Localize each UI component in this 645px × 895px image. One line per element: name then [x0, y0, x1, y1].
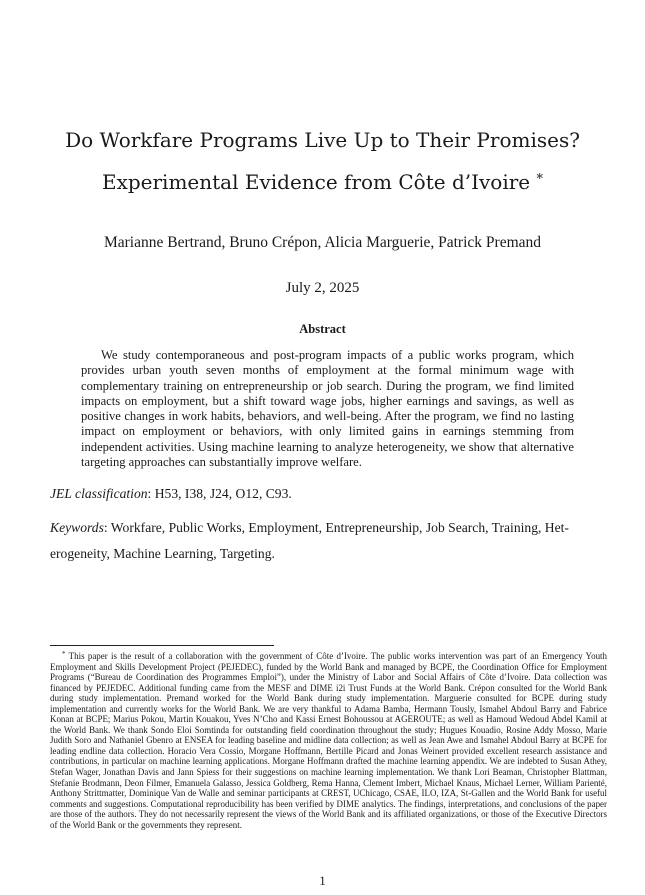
title-footnote-marker[interactable]: * [536, 172, 544, 187]
publication-date: July 2, 2025 [285, 280, 360, 296]
paper-title-line-1 [40, 130, 605, 150]
jel-codes: : H53, I38, J24, O12, C93. [147, 486, 292, 501]
footnote-rule [50, 645, 274, 646]
jel-label: JEL classification [50, 486, 148, 501]
keywords-label: Keywords [50, 520, 104, 535]
abstract-heading: Abstract [299, 322, 346, 336]
abstract-text: We study contemporaneous and post-program impacts of a public works program, which provides urban youth seven months of employment at the formal minimum wage with complementary training on entrepreneurship or job search. During the program, we find limited impacts on employment, but a shift toward wage jobs, higher earnings and savings, as well as positive changes in work habits, behaviors, and well-being. After the program, we find no lasting impact on employment or behaviors, with only limited gains in earnings stemming from independent activities. Using machine learning to analyze heterogeneity, we show that alternative targeting approaches can substantially improve welfare. [81, 348, 574, 470]
author-list: Marianne Bertrand, Bruno Crépon, Alicia Marguerie, Patrick Premand [103, 234, 542, 251]
jel-classification [50, 486, 610, 502]
title-line-1-text: Do Workfare Programs Live Up to Their Promises? [65, 128, 580, 152]
footnote-text: This paper is the result of a collaboration with the government of Côte d’Ivoire. The public works intervention was part of an Emergency Youth Employment and Skills Development Project (PEJEDEC), funded by the World Bank and managed by BCPE, the Coordination Office for Employment Programs (“Bureau de Coordination des Programmes Emploi”), under the Ministry of Labor and Social Affairs of Côte d’Ivoire. Data collection was financed by PEJEDEC. Additional funding came from the MESF and DIME i2i Trust Funds at the World Bank. Crépon consulted for the World Bank during study implementation. Premand worked for the World Bank during study implementation. Marguerie consulted for BCPE during study implementation and currently works for the World Bank. We are very thankful to Adama Bamba, Hermann Tously, Ismahel Abdoul Barry and Fabrice Konan at BCPE; Marius Pokou, Martin Kouakou, Yves N’Cho and Kassi Ernest Bohoussou at AGEROUTE; as well as Hamoud Wedoud Abdel Kamil at the World Bank. We thank Sondo Eloi Somtinda for outstanding field coordination throughout the study; Hugues Kouadio, Rosine Addy Mosso, Marie Judith Soro and Nathaniel Gbenro at ENSEA for leading baseline and midline data collection; as well as Jean Awe and Ismahel Abdoul Barry at BCPE for leading endline data collection. Horacio Vera Cossio, Morgane Hoffmann, Bertille Picard and Jonas Weinert provided excellent research assistance and contributions, in particular on machine learning applications. Morgane Hoffmann drafted the machine learning appendix. We are indebted to Susan Athey, Stefan Wager, Jonathan Davis and Jann Spiess for their suggestions on machine learning implementation. We thank Lori Beaman, Christopher Blattman, Stefanie Brodmann, Deon Filmer, Emanuela Galasso, Jessica Goldberg, Rema Hanna, Clement Imbert, Michael Knaus, Michael Lerner, William Parienté, Anthony Strittmatter, Dominique Van de Walle and seminar participants at CREST, UChicago, CSAE, ILO, IZA, St-Gallen and the World Bank for useful comments and suggestions. Computational reproducibility has been verified by DIME analytics. The findings, interpretations, and conclusions of the paper are those of the authors. They do not necessarily represent the views of the World Bank and its affiliated organizations, or those of the Executive Directors of the World Bank or the governments they represent. [50, 651, 608, 830]
acknowledgement-footnote [50, 649, 607, 830]
title-line-2-text: Experimental Evidence from Côte d’Ivoire [101, 170, 531, 194]
keywords-line-2: erogeneity, Machine Learning, Targeting. [50, 546, 275, 561]
keywords [50, 515, 606, 567]
footnote-marker: * [62, 650, 66, 658]
paper-title-line-2 [40, 172, 605, 192]
keywords-line-1: : Workfare, Public Works, Employment, Entrepreneurship, Job Search, Training, Het- [103, 520, 569, 535]
page-number: 1 [319, 873, 326, 888]
